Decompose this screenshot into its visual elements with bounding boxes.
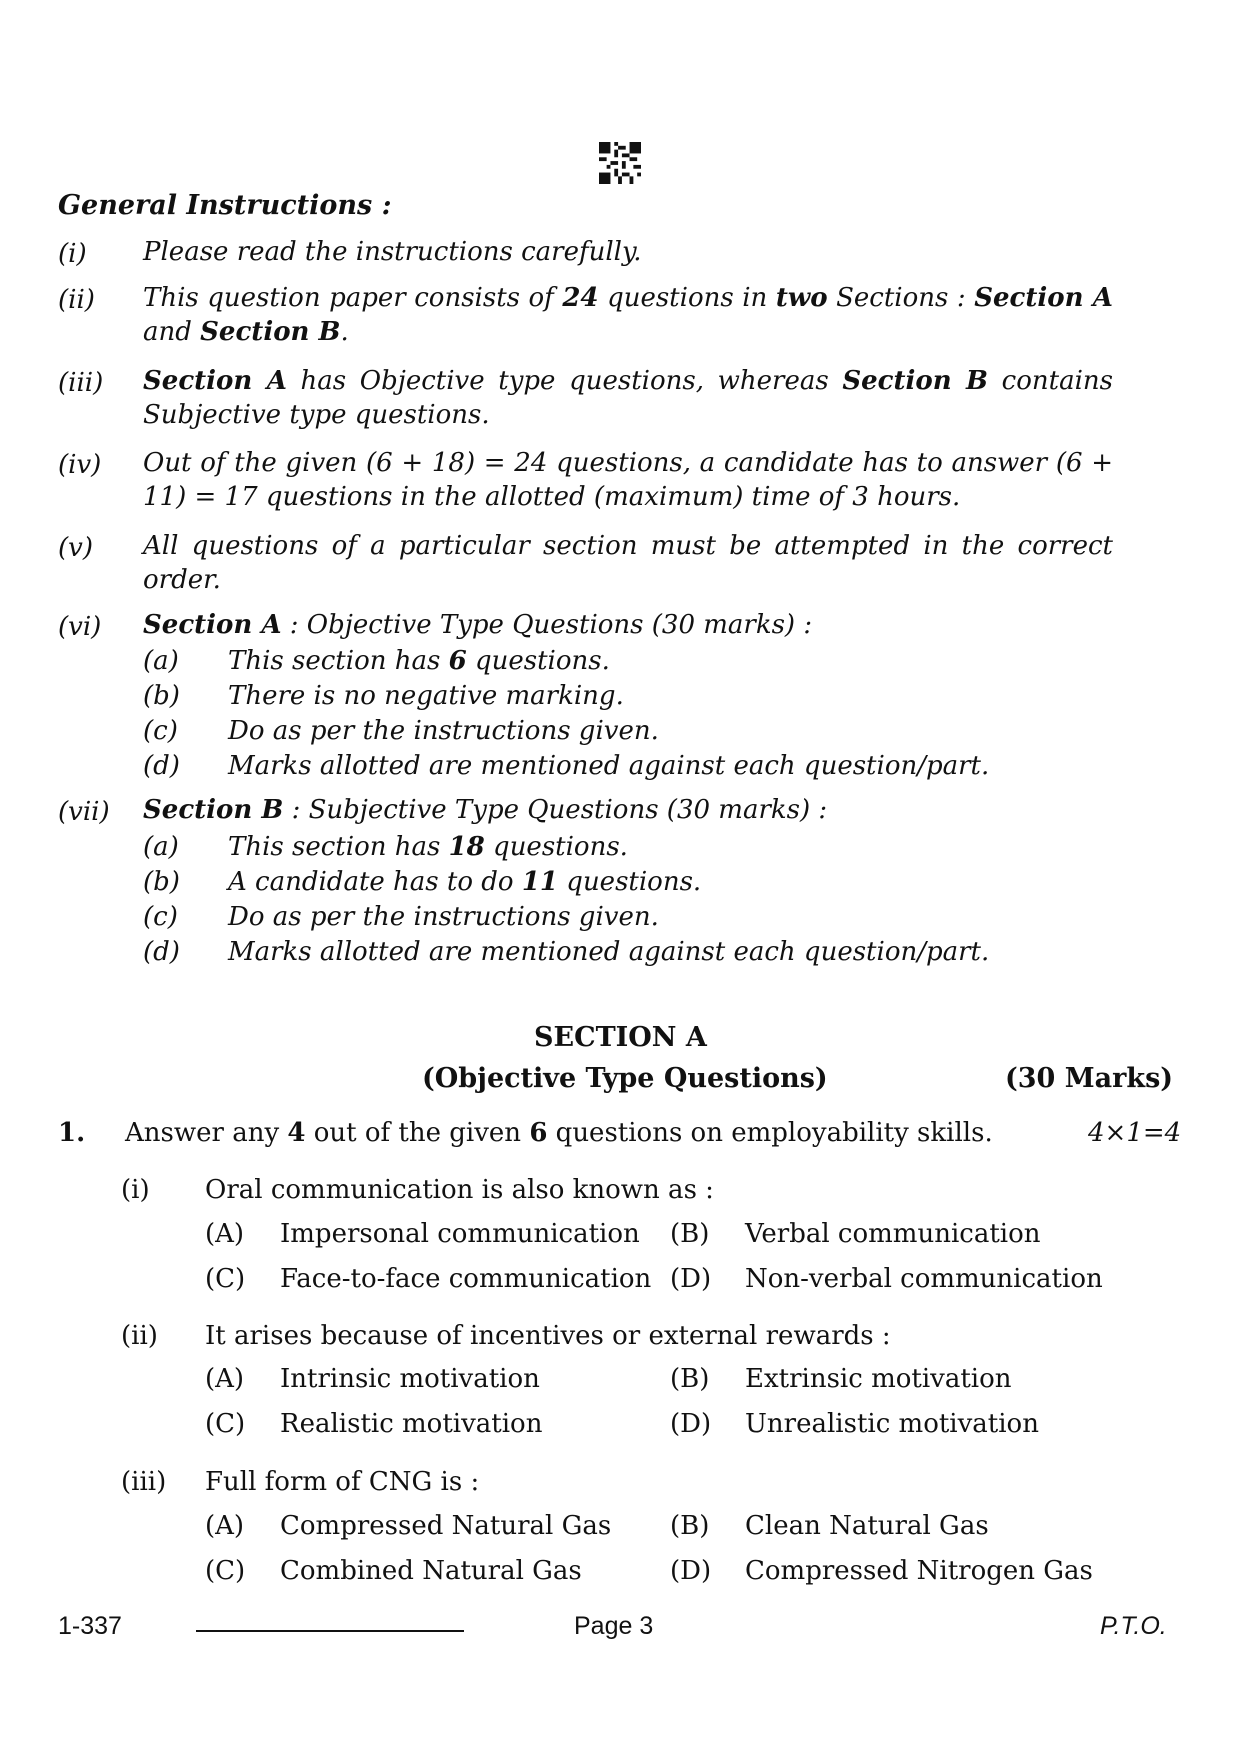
qr-code-icon (598, 142, 642, 184)
sub-text (228, 832, 628, 862)
option-label: (A) (205, 1219, 245, 1249)
option-text: Compressed Natural Gas (280, 1511, 612, 1541)
text-run: and (143, 317, 201, 347)
text-run: questions. (558, 867, 702, 897)
bold-text: Section B (200, 317, 341, 347)
option-text: Intrinsic motivation (280, 1364, 540, 1394)
sub-label: (a) (143, 646, 179, 676)
bold-text: Section B (842, 366, 989, 396)
sub-label: (a) (143, 832, 179, 862)
text-run: This section has (228, 646, 449, 676)
text-run: A candidate has to do (228, 867, 522, 897)
text-run: Sections : (827, 283, 975, 313)
option-label: (D) (670, 1409, 712, 1439)
option-text: Extrinsic motivation (745, 1364, 1012, 1394)
section-subtitle: (Objective Type Questions) (422, 1063, 828, 1094)
instruction-text (143, 281, 1113, 349)
instruction-text (143, 793, 1113, 827)
bold-text: Section A (143, 610, 282, 640)
bold-text: 18 (448, 832, 485, 862)
bold-text: 4 (287, 1118, 306, 1148)
pto-label: P.T.O. (1100, 1612, 1167, 1640)
bold-text: 11 (521, 867, 559, 897)
option-label: (C) (205, 1264, 246, 1294)
option-label: (A) (205, 1511, 245, 1541)
bold-text: Section B (143, 795, 284, 825)
text-run: out of the given (305, 1118, 530, 1148)
instruction-num: (iv) (58, 450, 102, 480)
sub-text (228, 716, 659, 746)
subquestion-label: (i) (121, 1175, 150, 1205)
sub-label: (b) (143, 867, 180, 897)
instructions-title: General Instructions : (58, 190, 392, 221)
text-run: This question paper consists of (143, 283, 563, 313)
text-run: questions. (466, 646, 610, 676)
sub-text (228, 902, 659, 932)
sub-text (228, 751, 989, 781)
sub-text (228, 937, 989, 967)
section-marks: (30 Marks) (1005, 1063, 1174, 1094)
bold-text: Section A (143, 366, 287, 396)
text-run: All questions of a particular section must be attempted in the correct order. (143, 531, 1113, 595)
option-label: (A) (205, 1364, 245, 1394)
question-marks: 4×1=4 (1088, 1118, 1182, 1148)
instruction-num: (i) (58, 239, 87, 269)
sub-text (228, 681, 624, 711)
option-label: (C) (205, 1409, 246, 1439)
option-label: (D) (670, 1264, 712, 1294)
text-run: questions on employability skills. (547, 1118, 993, 1148)
question-number: 1. (58, 1118, 86, 1148)
text-run: : Objective Type Questions (30 marks) : (281, 610, 813, 640)
sub-text (228, 867, 701, 897)
text-run: Out of the given (6 + 18) = 24 questions, a candidate has to answer (6 + 11) = 17 questions in the allotted (maximum) time of 3 hours. (143, 448, 1113, 512)
text-run: : Subjective Type Questions (30 marks) : (283, 795, 828, 825)
text-run: There is no negative marking. (228, 681, 624, 711)
option-text: Impersonal communication (280, 1219, 640, 1249)
option-text: Combined Natural Gas (280, 1556, 582, 1586)
page-number: Page 3 (574, 1612, 654, 1640)
text-run: This section has (228, 832, 449, 862)
text-run: contains Subjective type questions. (143, 366, 1113, 430)
sub-label: (c) (143, 716, 178, 746)
text-run: Marks allotted are mentioned against each question/part. (228, 751, 990, 781)
question-text (125, 1118, 993, 1148)
section-title: SECTION A (534, 1022, 707, 1053)
option-label: (B) (670, 1511, 710, 1541)
bold-text: 6 (529, 1118, 548, 1148)
sub-label: (b) (143, 681, 180, 711)
instruction-num: (ii) (58, 285, 95, 315)
bold-text: 24 (562, 283, 599, 313)
option-text: Face-to-face communication (280, 1264, 652, 1294)
option-text: Non-verbal communication (745, 1264, 1103, 1294)
paper-code: 1-337 (58, 1612, 122, 1640)
text-run: questions in (598, 283, 776, 313)
text-run: Please read the instructions carefully. (143, 237, 642, 267)
text-run: questions. (484, 832, 628, 862)
sub-label: (c) (143, 902, 178, 932)
sub-text (228, 646, 610, 676)
option-text: Clean Natural Gas (745, 1511, 989, 1541)
option-text: Verbal communication (745, 1219, 1041, 1249)
instruction-text (143, 364, 1113, 432)
subquestion-text: It arises because of incentives or external rewards : (205, 1321, 891, 1351)
subquestion-label: (ii) (121, 1321, 158, 1351)
footer-divider (196, 1630, 464, 1632)
bold-text: Section A (974, 283, 1113, 313)
instruction-text (143, 235, 1113, 269)
sub-label: (d) (143, 751, 180, 781)
subquestion-text: Oral communication is also known as : (205, 1175, 714, 1205)
instruction-text (143, 608, 1113, 642)
text-run: . (340, 317, 349, 347)
instruction-num: (vi) (58, 612, 102, 642)
bold-text: 6 (448, 646, 467, 676)
instruction-num: (v) (58, 533, 93, 563)
text-run: has Objective type questions, whereas (286, 366, 843, 396)
option-text: Unrealistic motivation (745, 1409, 1039, 1439)
bold-text: two (775, 283, 828, 313)
text-run: Do as per the instructions given. (228, 902, 659, 932)
option-text: Realistic motivation (280, 1409, 543, 1439)
instruction-text (143, 529, 1113, 597)
sub-label: (d) (143, 937, 180, 967)
option-label: (B) (670, 1219, 710, 1249)
option-label: (C) (205, 1556, 246, 1586)
subquestion-text: Full form of CNG is : (205, 1467, 480, 1497)
instruction-num: (vii) (58, 797, 110, 827)
instruction-num: (iii) (58, 368, 104, 398)
subquestion-label: (iii) (121, 1467, 167, 1497)
option-label: (B) (670, 1364, 710, 1394)
text-run: Do as per the instructions given. (228, 716, 659, 746)
instruction-text (143, 446, 1113, 514)
option-label: (D) (670, 1556, 712, 1586)
text-run: Answer any (125, 1118, 288, 1148)
text-run: Marks allotted are mentioned against each question/part. (228, 937, 990, 967)
option-text: Compressed Nitrogen Gas (745, 1556, 1093, 1586)
